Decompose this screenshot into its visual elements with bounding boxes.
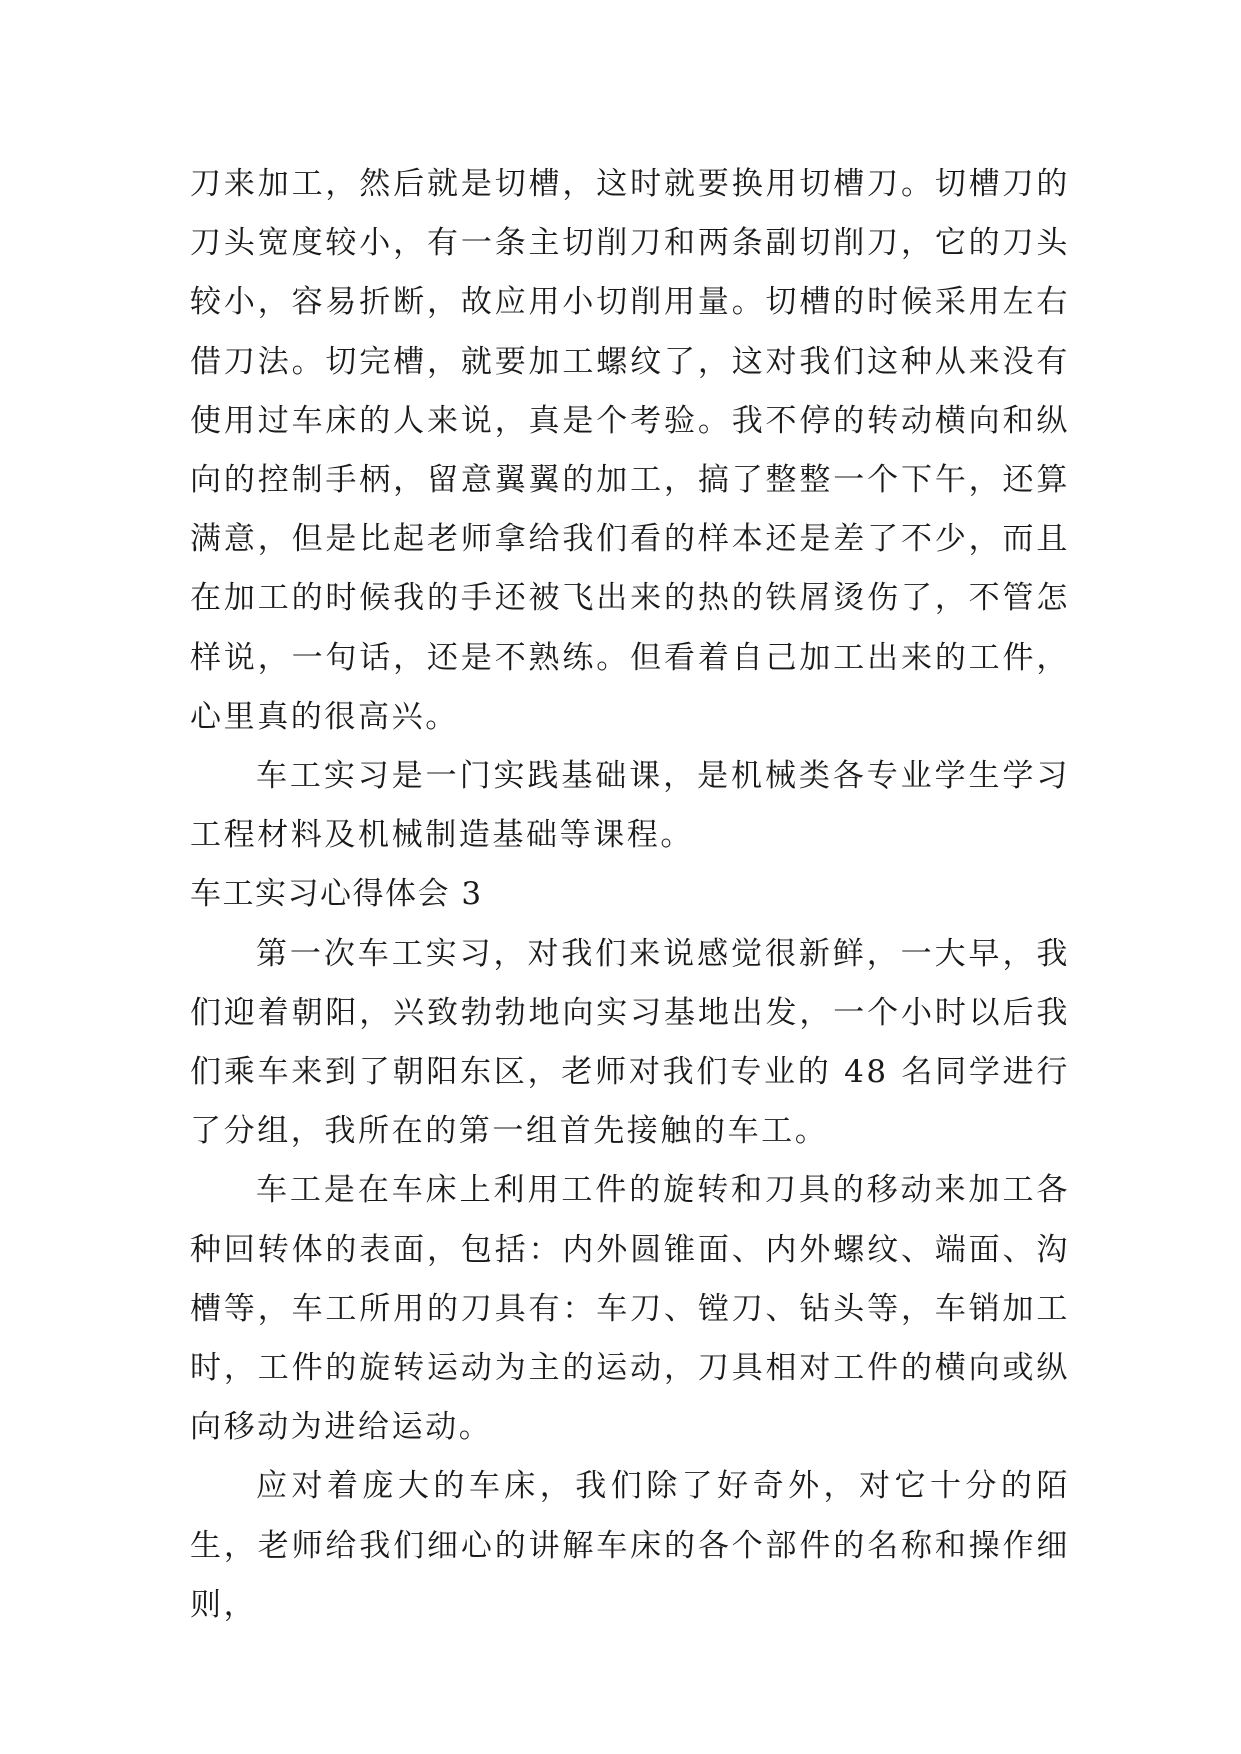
paragraph-5: 应对着庞大的车床，我们除了好奇外，对它十分的陌生，老师给我们细心的讲解车床的各个部件的名称和操作细则， <box>190 1468 1070 1623</box>
section-heading: 车工实习心得体会 3 <box>190 876 483 913</box>
paragraph-4: 车工是在车床上利用工件的旋转和刀具的移动来加工各种回转体的表面，包括：内外圆锥面、内外螺纹、端面、沟槽等，车工所用的刀具有：车刀、镗刀、钻头等，车销加工时，工件的旋转运动为主的运动，刀具相对工件的横向或纵向移动为进给运动。 <box>190 1172 1070 1446</box>
paragraph-1: 刀来加工，然后就是切槽，这时就要换用切槽刀。切槽刀的刀头宽度较小，有一条主切削刀和两条副切削刀，它的刀头较小，容易折断，故应用小切削用量。切槽的时候采用左右借刀法。切完槽，就要加工螺纹了，这对我们这种从来没有使用过车床的人来说，真是个考验。我不停的转动横向和纵向的控制手柄，留意翼翼的加工，搞了整整一个下午，还算满意，但是比起老师拿给我们看的样本还是差了不少，而且在加工的时候我的手还被飞出来的热的铁屑烫伤了，不管怎样说，一句话，还是不熟练。但看着自己加工出来的工件，心里真的很高兴。 <box>190 166 1070 735</box>
paragraph-3: 第一次车工实习，对我们来说感觉很新鲜，一大早，我们迎着朝阳，兴致勃勃地向实习基地出发，一个小时以后我们乘车来到了朝阳东区，老师对我们专业的 48 名同学进行了分组，我所在的第一组首先接触的车工。 <box>190 935 1070 1150</box>
document-body <box>190 155 1070 1635</box>
paragraph-2: 车工实习是一门实践基础课，是机械类各专业学生学习工程材料及机械制造基础等课程。 <box>190 758 1070 854</box>
